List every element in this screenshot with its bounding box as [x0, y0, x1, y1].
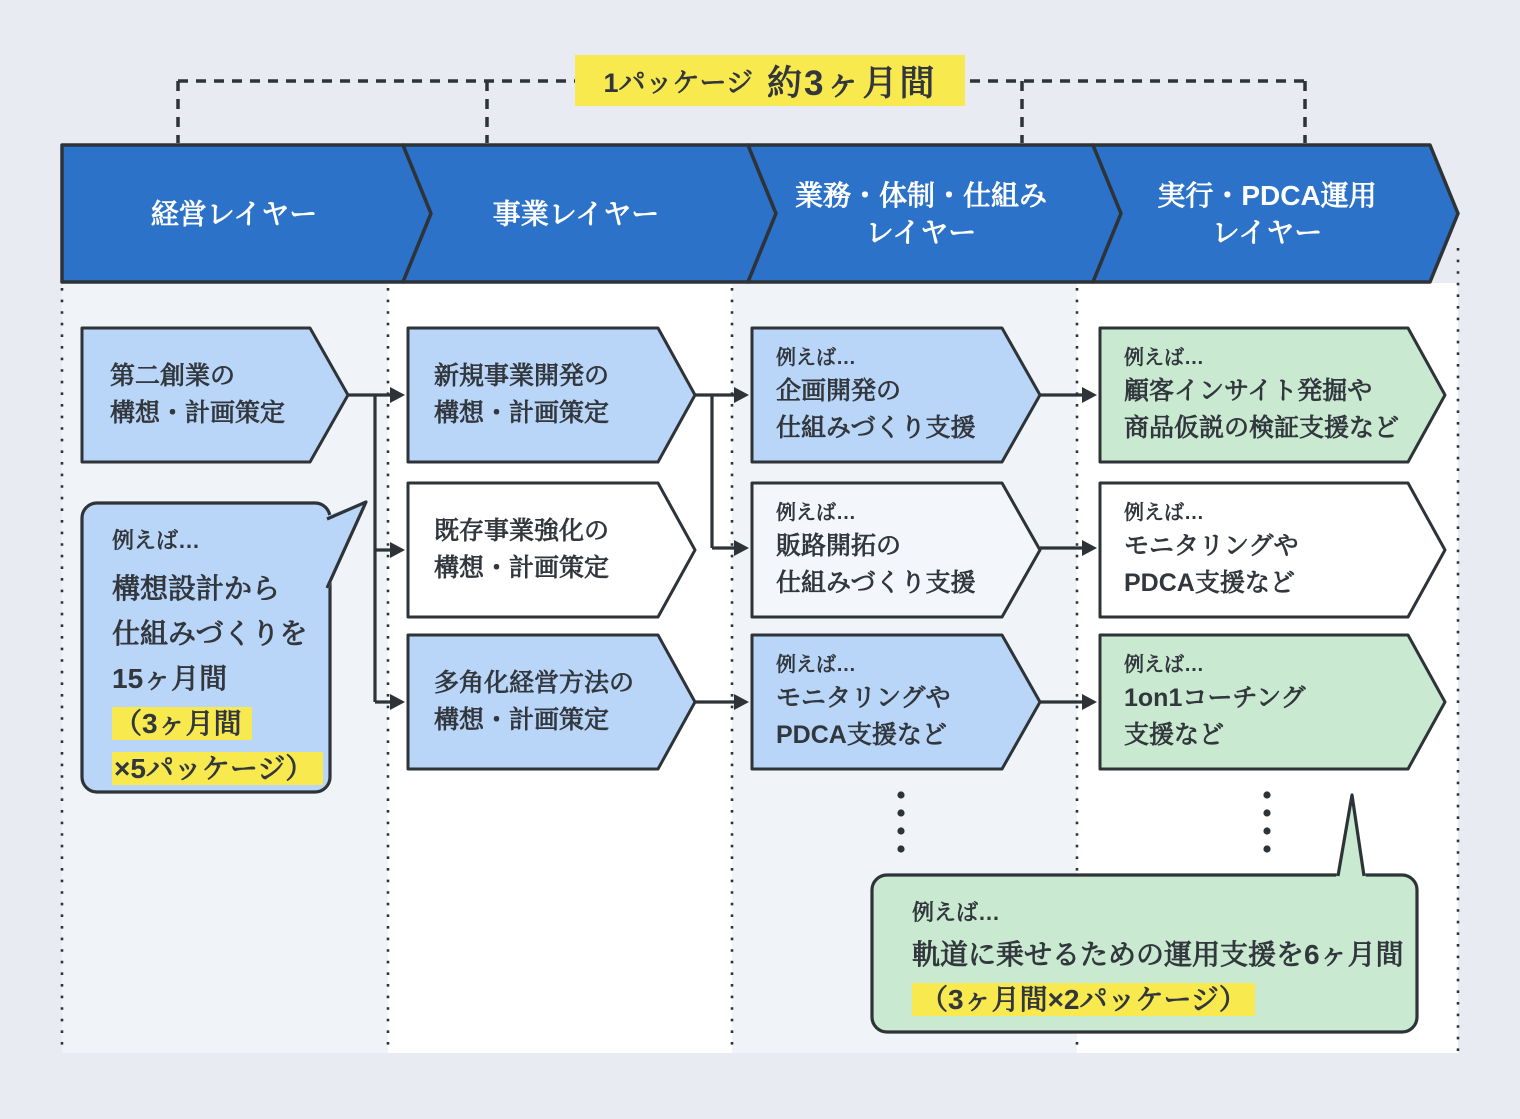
box-line: 仕組みづくり支援 — [776, 414, 976, 442]
note-line: 軌道に乗せるための運用支援を6ヶ月間 — [912, 939, 1404, 970]
box-intro: 例えば… — [776, 347, 856, 369]
box-line: 第二創業の — [110, 362, 236, 390]
header-management-layer — [151, 196, 318, 233]
duration-badge-label: 約3ヶ月間 — [767, 63, 937, 103]
box-line: 顧客インサイト発掘や — [1124, 377, 1373, 405]
box-line: PDCA支援など — [776, 721, 947, 749]
header-line: レイヤー — [865, 217, 977, 248]
box-label-col4-3 — [1124, 635, 1306, 769]
box-label-col4-2 — [1124, 483, 1299, 617]
box-label-col4-1 — [1124, 328, 1399, 462]
box-line: モニタリングや — [1124, 532, 1299, 560]
box-intro: 例えば… — [776, 654, 856, 676]
header-line: 経営レイヤー — [150, 198, 318, 230]
box-intro: 例えば… — [776, 502, 856, 524]
note-intro: 例えば… — [912, 900, 1001, 925]
side-note-text — [112, 524, 323, 791]
box-line: 支援など — [1124, 721, 1225, 749]
note-line: 15ヶ月間 — [112, 663, 228, 694]
box-line: 構想・計画策定 — [110, 399, 286, 427]
box-label-col1-1 — [110, 328, 285, 462]
continuation-dots — [897, 791, 1270, 852]
box-line: 新規事業開発の — [434, 362, 610, 390]
header-line: 事業レイヤー — [492, 198, 660, 230]
header-operations-layer — [795, 177, 1047, 251]
box-line: 商品仮説の検証支援など — [1124, 414, 1400, 442]
box-line: 1on1コーチング — [1124, 684, 1306, 712]
box-label-col3-2 — [776, 483, 976, 617]
header-business-layer — [493, 196, 660, 233]
duration-badge-prefix: 1パッケージ — [603, 68, 753, 98]
box-line: 販路開拓の — [776, 532, 902, 560]
header-line: レイヤー — [1211, 217, 1323, 248]
header-line: 実行・PDCA運用 — [1157, 180, 1377, 211]
box-line: モニタリングや — [776, 684, 951, 712]
box-line: PDCA支援など — [1124, 569, 1295, 597]
box-line: 構想・計画策定 — [434, 554, 610, 582]
box-label-col2-2 — [434, 483, 609, 617]
box-label-col3-3 — [776, 635, 951, 769]
header-line: 業務・体制・仕組み — [794, 180, 1048, 211]
box-intro: 例えば… — [1124, 502, 1204, 524]
box-line: 構想・計画策定 — [434, 706, 610, 734]
note-line: 構想設計から — [112, 573, 281, 604]
box-label-col2-1 — [434, 328, 609, 462]
box-label-col3-1 — [776, 328, 976, 462]
box-intro: 例えば… — [1124, 654, 1204, 676]
note-highlight: （3ヶ月間×2パッケージ） — [912, 983, 1255, 1016]
note-highlight: ×5パッケージ） — [112, 752, 323, 785]
box-line: 多角化経営方法の — [434, 669, 635, 697]
box-line: 仕組みづくり支援 — [776, 569, 976, 597]
bottom-note-text — [912, 896, 1404, 1022]
box-label-col2-3 — [434, 635, 634, 769]
note-line: 仕組みづくりを — [112, 618, 308, 649]
box-line: 既存事業強化の — [434, 517, 610, 545]
box-line: 構想・計画策定 — [434, 399, 610, 427]
box-intro: 例えば… — [1124, 347, 1204, 369]
note-highlight: （3ヶ月間 — [112, 707, 252, 740]
note-intro: 例えば… — [112, 528, 201, 553]
box-line: 企画開発の — [776, 377, 902, 405]
header-execution-pdca-layer — [1157, 177, 1376, 251]
duration-badge — [575, 55, 965, 106]
